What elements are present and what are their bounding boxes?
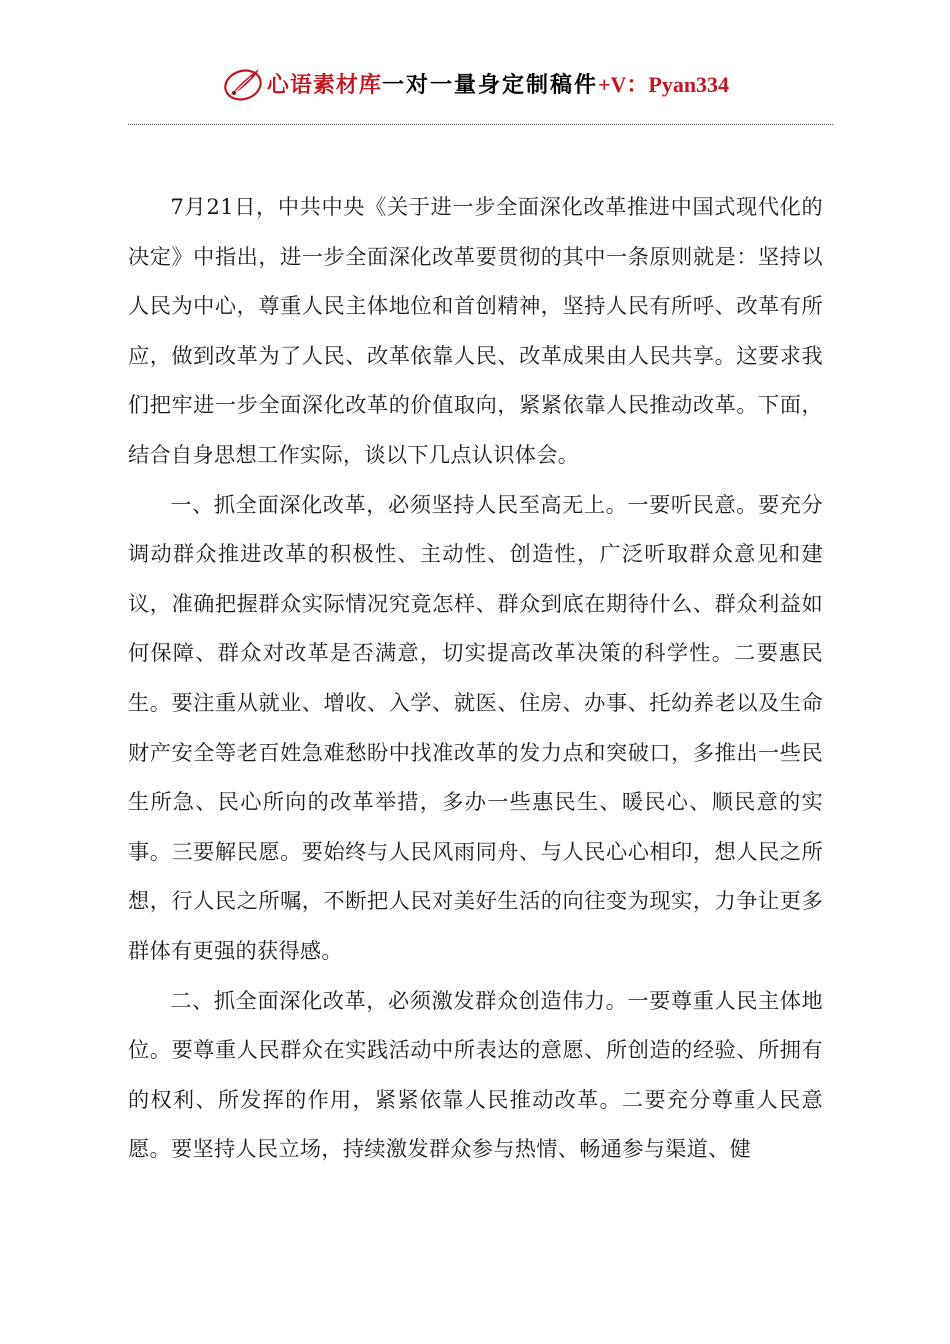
- paragraph-section-1: 一、抓全面深化改革，必须坚持人民至高无上。一要听民意。要充分调动群众推进改革的积极性、主动性、创造性，广泛听取群众意见和建议，准确把握群众实际情况究竟怎样、群众到底在期待什么、群众利益如何保障、群众对改革是否满意，切实提高改革决策的科学性。二要惠民生。要注重从就业、增收、入学、就医、住房、办事、托幼养老以及生命财产安全等老百姓急难愁盼中找准改革的发力点和突破口，多推出一些民生所急、民心所向的改革举措，多办一些惠民生、暖民心、顺民意的实事。三要解民愿。要始终与人民风雨同舟、与人民心心相印，想人民之所想，行人民之所嘱，不断把人民对美好生活的向往变为现实，力争让更多群体有更强的获得感。: [128, 491, 823, 963]
- paragraph-section-2: 二、抓全面深化改革，必须激发群众创造伟力。一要尊重人民主体地位。要尊重人民群众在实践活动中所表达的意愿、所创造的经验、所拥有的权利、所发挥的作用，紧紧依靠人民推动改革。二要充分尊重人民意愿。要坚持人民立场，持续激发群众参与热情、畅通参与渠道、健: [128, 987, 823, 1162]
- quill-logo-icon: [221, 63, 265, 103]
- header-tagline: 一对一量身定制稿件: [381, 71, 598, 98]
- page-header: [0, 58, 950, 108]
- document-body: [128, 182, 823, 1174]
- paragraph-intro: 7月21日，中共中央《关于进一步全面深化改革推进中国式现代化的决定》中指出，进一步全面深化改革要贯彻的其中一条原则就是：坚持以人民为中心，尊重人民主体地位和首创精神，坚持人民有所呼、改革有所应，做到改革为了人民、改革依靠人民、改革成果由人民共享。这要求我们把牢进一步全面深化改革的价值取向，紧紧依靠人民推动改革。下面，结合自身思想工作实际，谈以下几点认识体会。: [128, 194, 823, 467]
- header-divider: [128, 124, 833, 125]
- brand-name: 心语素材库: [266, 72, 382, 98]
- header-contact: +V：Pyan334: [597, 71, 730, 97]
